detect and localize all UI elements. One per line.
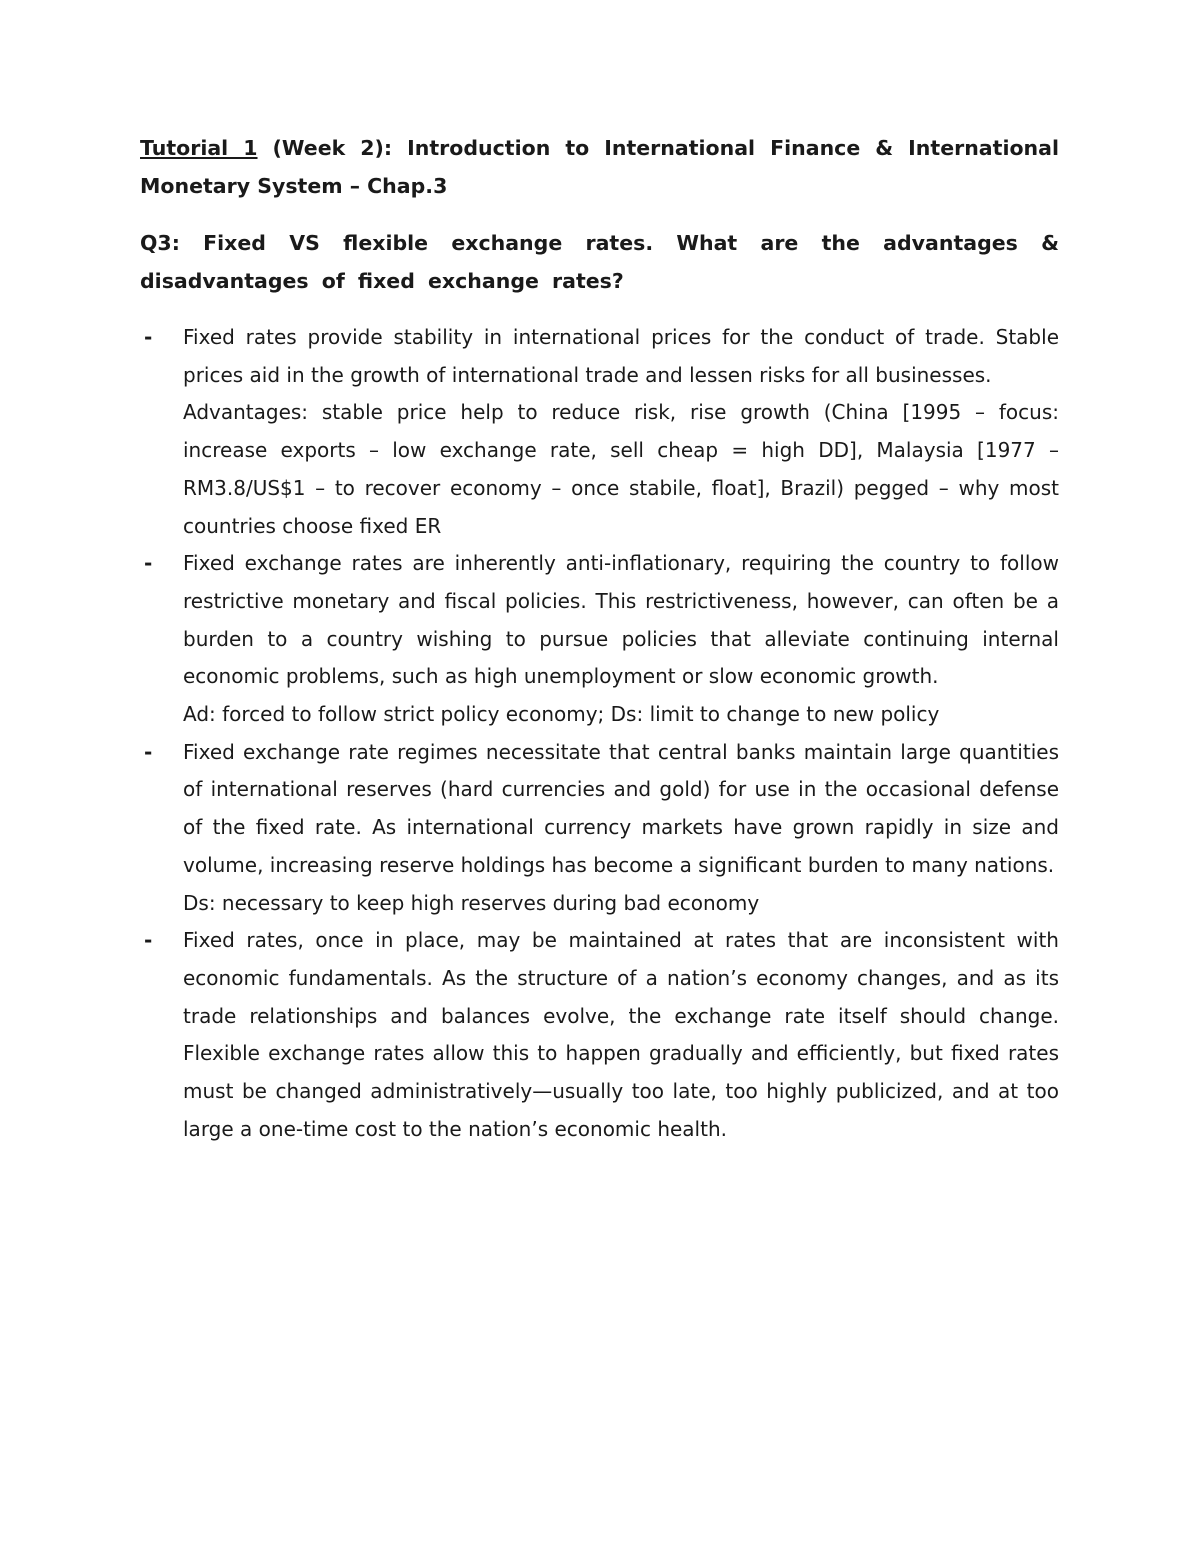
item-text: Fixed rates, once in place, may be maintained at rates that are inconsistent with economic fundamentals. As the structure of a nation’s economy changes, and as its trade relationships and balances evolve, the exchange rate itself should change. Flexible exchange rates allow this to happen gradually and efficiently, but fixed rates must be changed administratively—usually too late, too highly publicized, and at too large a one-time cost to the nation’s economic health. (183, 928, 1059, 1141)
document-title (140, 130, 1059, 205)
bullet-dash: - (144, 325, 153, 349)
item-note: Advantages: stable price help to reduce risk, rise growth (China [1995 – focus: increase exports – low exchange rate, sell cheap = high DD], Malaysia [1977 – RM3.8/US$1 – to recover economy – once stabile, float], Brazil) pegged – why most countries choose fixed ER (183, 400, 1059, 538)
tutorial-label: Tutorial 1 (140, 136, 258, 160)
answer-list (140, 319, 1059, 1148)
bullet-dash: - (144, 739, 153, 764)
list-item (140, 734, 1059, 923)
bullet-dash: - (144, 551, 153, 576)
item-text: Fixed rates provide stability in international prices for the conduct of trade. Stable prices aid in the growth of international trade and lessen risks for all businesses. (183, 325, 1059, 387)
document-page (140, 130, 1059, 1148)
title-text: (Week 2): Introduction to International Finance & International Monetary System – Chap.3 (140, 136, 1060, 198)
list-item (140, 319, 1059, 545)
bullet-dash: - (144, 928, 153, 953)
item-note: Ad: forced to follow strict policy economy; Ds: limit to change to new policy (183, 702, 940, 727)
item-text: Fixed exchange rates are inherently anti-inflationary, requiring the country to follow restrictive monetary and fiscal policies. This restrictiveness, however, can often be a burden to a country wishing to pursue policies that alleviate continuing internal economic problems, such as high unemployment or slow economic growth. (183, 551, 1059, 689)
item-text: Fixed exchange rate regimes necessitate that central banks maintain large quantities of international reserves (hard currencies and gold) for use in the occasional defense of the fixed rate. As international currency markets have grown rapidly in size and volume, increasing reserve holdings has become a significant burden to many nations. (183, 739, 1059, 877)
item-note: Ds: necessary to keep high reserves during bad economy (183, 890, 760, 915)
list-item (140, 545, 1059, 734)
question-heading: Q3: Fixed VS flexible exchange rates. What are the advantages & disadvantages of fixed exchange rates? (140, 231, 1059, 293)
list-item (140, 922, 1059, 1148)
